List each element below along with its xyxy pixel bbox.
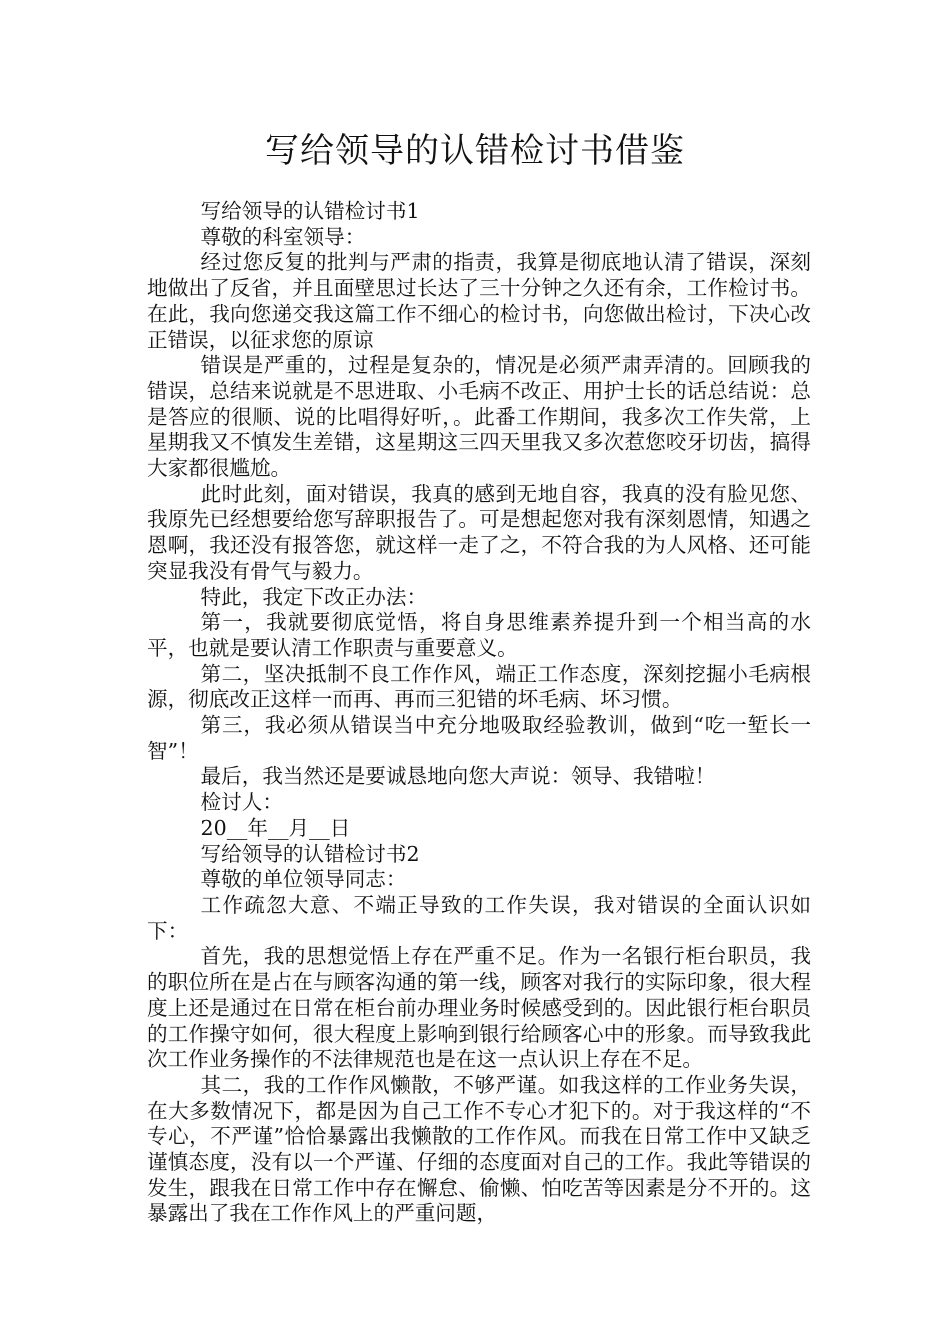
- paragraph: 其二，我的工作作风懒散，不够严谨。如我这样的工作业务失误，在大多数情况下，都是因为自己工作不专心才犯下的。对于我这样的“不专心，不严谨”恰恰暴露出我懒散的工作作风。而我在日常工作中又缺乏谨慎态度，没有以一个严谨、仔细的态度面对自己的工作。我此等错误的发生，跟我在日常工作中存在懈怠、偷懒、怕吃苦等因素是分不开的。这暴露出了我在工作作风上的严重问题，: [147, 1072, 811, 1226]
- paragraph: 第一，我就要彻底觉悟，将自身思维素养提升到一个相当高的水平，也就是要认清工作职责与重要意义。: [147, 610, 811, 660]
- date-line: 20__年__月__日: [200, 815, 351, 840]
- paragraph: 工作疏忽大意、不端正导致的工作失误，我对错误的全面认识如下：: [147, 892, 811, 943]
- section-heading-2: 写给领导的认错检讨书2: [200, 841, 420, 866]
- paragraph: 第二，坚决抵制不良工作作风，端正工作态度，深刻挖掘小毛病根源，彻底改正这样一而再、再而三犯错的坏毛病、坏习惯。: [147, 661, 811, 712]
- salutation-1: 尊敬的科室领导：: [200, 224, 366, 249]
- paragraph: 此时此刻，面对错误，我真的感到无地自容，我真的没有脸见您、我原先已经想要给您写辞职报告了。可是想起您对我有深刻恩情，知遇之恩啊，我还没有报答您，就这样一走了之，不符合我的为人风格、还可能突显我没有骨气与毅力。: [147, 481, 811, 583]
- salutation-2: 尊敬的单位领导同志：: [200, 867, 407, 892]
- paragraph: 第三，我必须从错误当中充分地吸取经验教训，做到“吃一堑长一智”！: [147, 713, 811, 763]
- paragraph: 经过您反复的批判与严肃的指责，我算是彻底地认清了错误，深刻地做出了反省，并且面壁思过长达了三十分钟之久还有余，工作检讨书。在此，我向您递交我这篇工作不细心的检讨书，向您做出检讨，下决心改正错误，以征求您的原谅: [147, 250, 811, 352]
- document-title: 写给领导的认错检讨书借鉴: [265, 131, 685, 171]
- paragraph: 特此，我定下改正办法：: [200, 584, 428, 609]
- paragraph: 最后，我当然还是要诚恳地向您大声说：领导、我错啦！: [200, 764, 716, 789]
- section-heading-1: 写给领导的认错检讨书1: [200, 199, 420, 223]
- paragraph: 首先，我的思想觉悟上存在严重不足。作为一名银行柜台职员，我的职位所在是占在与顾客沟通的第一线，顾客对我行的实际印象，很大程度上还是通过在日常在柜台前办理业务时候感受到的。因此银行柜台职员的工作操守如何，很大程度上影响到银行给顾客心中的形象。而导致我此次工作业务操作的不法律规范也是在这一点认识上存在不足。: [147, 944, 811, 1072]
- document-body: [147, 199, 811, 1227]
- paragraph: 错误是严重的，过程是复杂的，情况是必须严肃弄清的。回顾我的错误，总结来说就是不思进取、小毛病不改正、用护士长的话总结说：总是答应的很顺、说的比唱得好听，。此番工作期间，我多次工作失常，上星期我又不慎发生差错，这星期这三四天里我又多次惹您咬牙切齿，搞得大家都很尴尬。: [147, 353, 811, 481]
- signature-label: 检讨人：: [200, 790, 283, 815]
